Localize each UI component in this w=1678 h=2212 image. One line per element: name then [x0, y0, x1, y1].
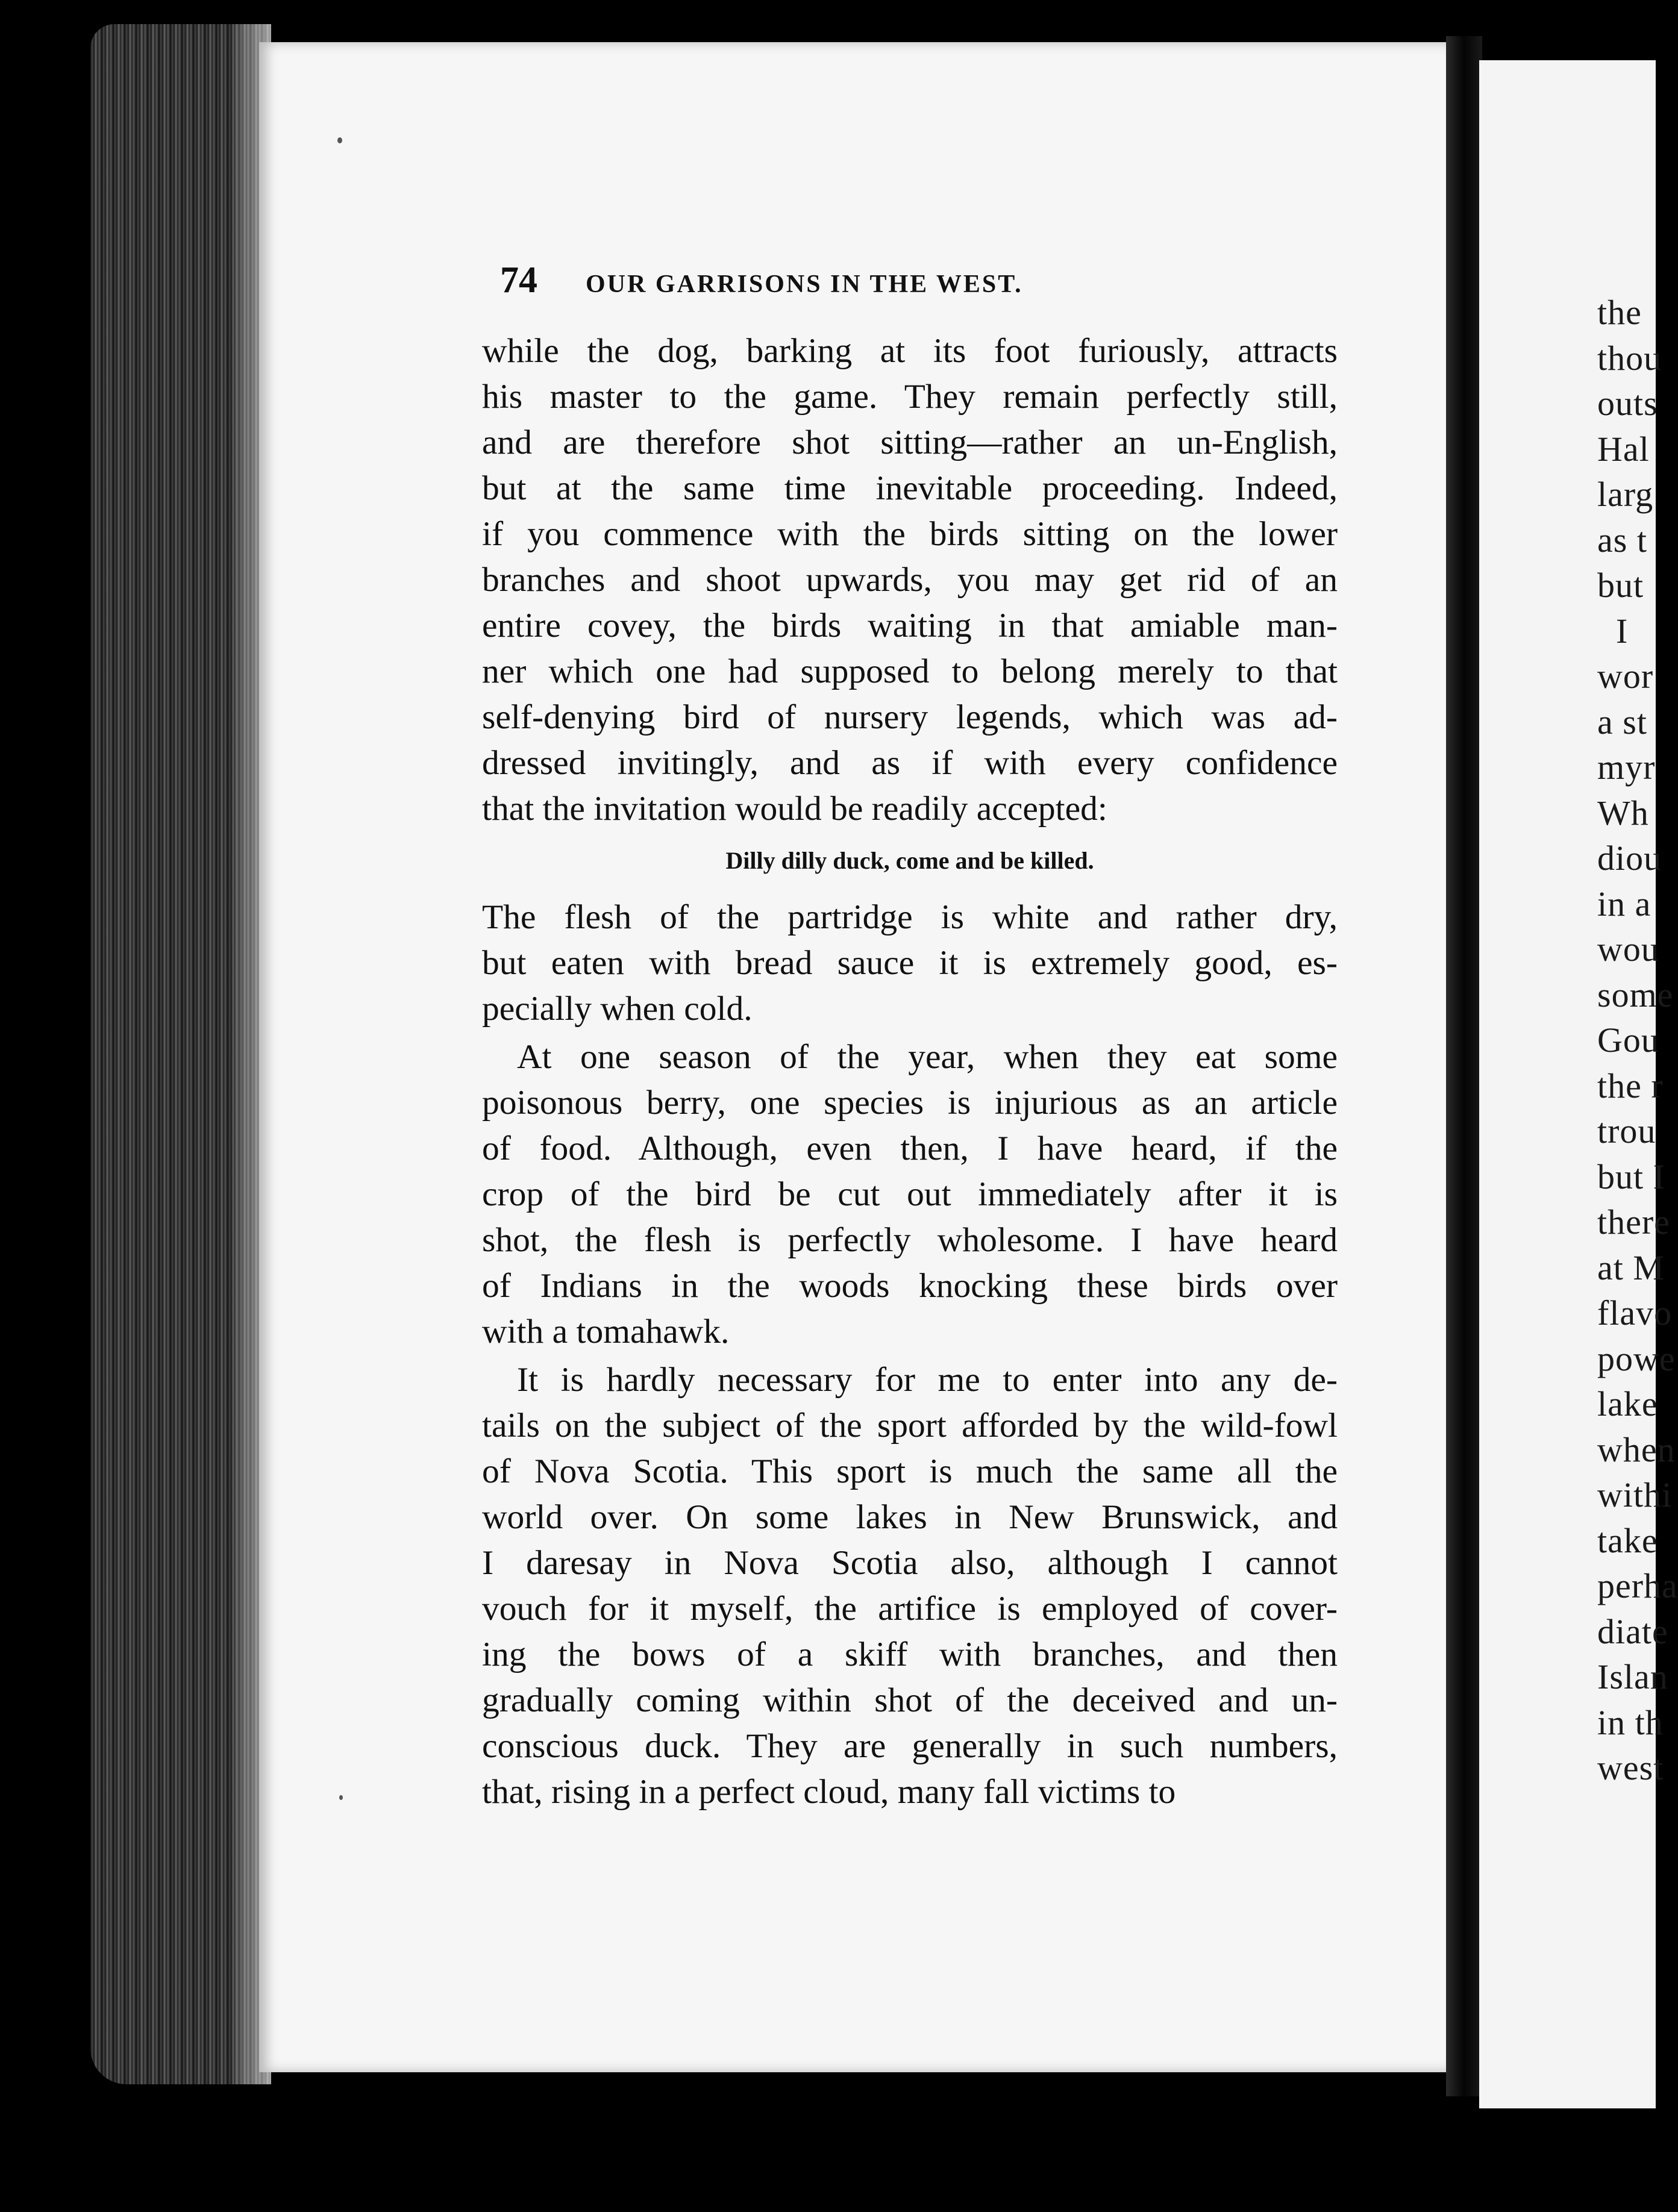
- facing-page-fragment: diate: [1597, 1611, 1668, 1651]
- facing-page-fragment: west: [1597, 1748, 1664, 1787]
- facing-page-fragment: some: [1597, 975, 1674, 1014]
- facing-page-fragment: perha: [1597, 1566, 1678, 1605]
- text-line: branches and shoot upwards, you may get rid of an: [482, 561, 1338, 599]
- running-head: OUR GARRISONS IN THE WEST.: [586, 270, 1023, 298]
- facing-page-fragment: as t: [1597, 520, 1647, 560]
- text-line: entire covey, the birds waiting in that amiable man-: [482, 607, 1338, 645]
- text-line: of food. Although, even then, I have heard, if the: [482, 1129, 1338, 1167]
- facing-page-fragment: myr: [1597, 748, 1656, 787]
- text-line: tails on the subject of the sport afforded by the wild-fowl: [482, 1407, 1338, 1445]
- text-line: shot, the flesh is perfectly wholesome. I have heard: [482, 1221, 1338, 1259]
- text-line: At one season of the year, when they eat some: [517, 1038, 1338, 1076]
- text-line: It is hardly necessary for me to enter into any de-: [517, 1361, 1338, 1399]
- text-line: crop of the bird be cut out immediately after it is: [482, 1175, 1338, 1213]
- text-line: dressed invitingly, and as if with every confidence: [482, 744, 1338, 782]
- text-line: that, rising in a perfect cloud, many fall victims to: [482, 1773, 1176, 1811]
- facing-page-fragment: withi: [1597, 1475, 1673, 1514]
- text-line: but eaten with bread sauce it is extremely good, es-: [482, 944, 1338, 982]
- text-line: his master to the game. They remain perfectly still,: [482, 378, 1338, 416]
- facing-page-fragment: the: [1597, 293, 1642, 332]
- facing-page-fragment: wou: [1597, 929, 1659, 969]
- text-line: gradually coming within shot of the deceived and un-: [482, 1681, 1338, 1719]
- facing-page-fragment: but: [1597, 566, 1644, 605]
- facing-page-fragment: at M: [1597, 1248, 1665, 1287]
- text-line: ner which one had supposed to belong merely to that: [482, 652, 1338, 690]
- paragraph-3: [482, 1034, 1338, 1355]
- text-line: world over. On some lakes in New Brunswick, and: [482, 1498, 1338, 1536]
- facing-page: [1479, 60, 1678, 2108]
- text-line: conscious duck. They are generally in such numbers,: [482, 1727, 1338, 1765]
- facing-page-fragment: there: [1597, 1202, 1670, 1242]
- facing-page-fragment: but I: [1597, 1157, 1665, 1196]
- text-line: ing the bows of a skiff with branches, and then: [482, 1636, 1338, 1673]
- facing-page-fragment: Gou: [1597, 1020, 1659, 1060]
- page-body: [482, 328, 1338, 1815]
- facing-page-fragment: larg: [1597, 475, 1654, 514]
- text-line: that the invitation would be readily accepted:: [482, 790, 1107, 828]
- text-line: poisonous berry, one species is injurious as an article: [482, 1084, 1338, 1122]
- facing-page-fragment: Wh: [1597, 793, 1649, 833]
- paragraph-1: [482, 328, 1338, 832]
- text-line: of Nova Scotia. This sport is much the same all the: [482, 1452, 1338, 1490]
- text-line: The flesh of the partridge is white and rather dry,: [482, 898, 1338, 936]
- facing-page-fragment: thou: [1597, 338, 1662, 378]
- book-page-edges: [90, 24, 271, 2084]
- text-line: and are therefore shot sitting—rather an un-English,: [482, 423, 1338, 461]
- page-header: [500, 259, 1169, 301]
- facing-page-fragment: lake: [1597, 1384, 1658, 1423]
- facing-page-fragment: diou: [1597, 839, 1662, 878]
- facing-page-fragment: a st: [1597, 702, 1647, 742]
- book-spine-gutter: [1446, 36, 1482, 2096]
- text-line: if you commence with the birds sitting on the lower: [482, 515, 1338, 553]
- paper-speck: [337, 137, 342, 143]
- facing-page-fragment: trou: [1597, 1111, 1656, 1151]
- facing-page-fragment: take: [1597, 1520, 1658, 1560]
- facing-page-fragment: when: [1597, 1429, 1676, 1469]
- text-line: pecially when cold.: [482, 990, 753, 1028]
- text-line: vouch for it myself, the artifice is employed of cover-: [482, 1590, 1338, 1628]
- facing-page-fragment: wor: [1597, 657, 1654, 696]
- text-line: while the dog, barking at its foot furiously, attracts: [482, 332, 1338, 370]
- verse-quotation: Dilly dilly duck, come and be killed.: [725, 847, 1094, 874]
- facing-page-fragment: the r: [1597, 1066, 1664, 1105]
- text-line: of Indians in the woods knocking these birds over: [482, 1267, 1338, 1305]
- facing-page-fragment: outs: [1597, 384, 1658, 423]
- text-line: I daresay in Nova Scotia also, although I cannot: [482, 1544, 1338, 1582]
- facing-page-fragment: I: [1616, 611, 1629, 651]
- paper-speck: [339, 1795, 343, 1800]
- facing-page-fragment: flavo: [1597, 1293, 1673, 1333]
- facing-page-fragment: in a: [1597, 884, 1651, 923]
- text-line: with a tomahawk.: [482, 1313, 730, 1351]
- facing-page-fragment: powe: [1597, 1339, 1676, 1378]
- facing-page-fragment: in th: [1597, 1702, 1664, 1742]
- page-number: 74: [500, 260, 537, 301]
- facing-page-fragment: Islan: [1597, 1657, 1668, 1696]
- facing-page-fragment: Hal: [1597, 429, 1650, 469]
- text-line: self-denying bird of nursery legends, which was ad-: [482, 698, 1338, 736]
- text-line: but at the same time inevitable proceeding. Indeed,: [482, 469, 1338, 507]
- paragraph-4: [482, 1357, 1338, 1815]
- paragraph-2: [482, 895, 1338, 1032]
